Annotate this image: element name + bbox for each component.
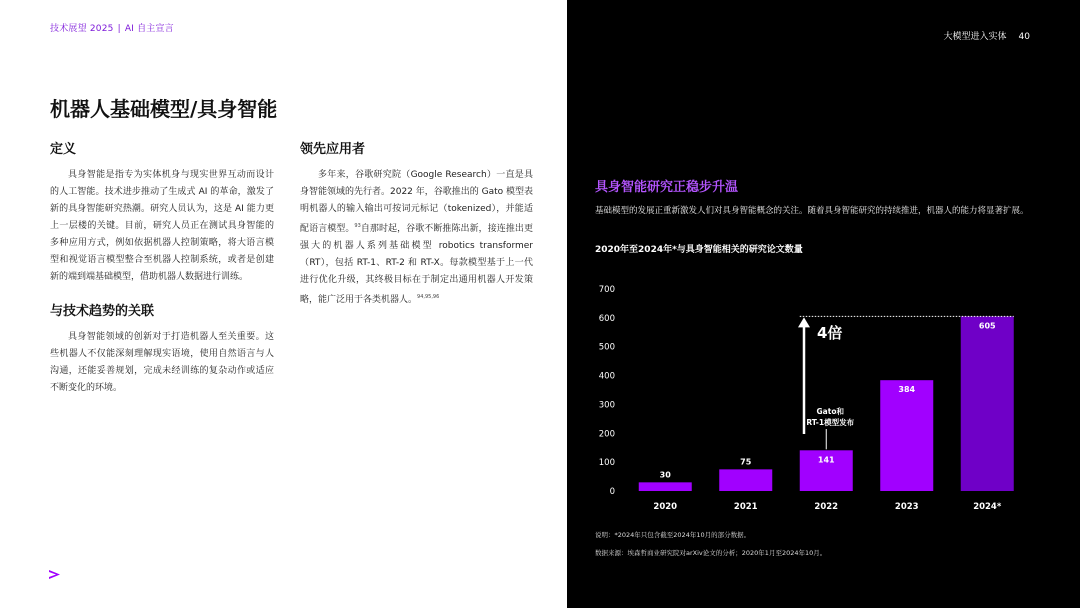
y-tick-label: 600 xyxy=(598,313,615,324)
bar-value-label: 75 xyxy=(740,457,752,467)
running-header xyxy=(50,21,174,34)
bar xyxy=(719,469,772,491)
right-page xyxy=(567,0,1080,608)
x-tick-label: 2021 xyxy=(733,502,758,512)
left-column xyxy=(50,138,274,397)
bar-value-label: 141 xyxy=(817,455,835,465)
leading-text-b: 自那时起，谷歌不断推陈出新，接连推出更强大的机器人系列基础模型 robotics transformer（RT），包括 RT-1、RT-2 和 RT-X。每款模型基于上一代进行优化升级，其终极目标在于制定出通用机器人开发策略，能广泛用于各类机器人。 xyxy=(300,224,533,305)
y-tick-label: 200 xyxy=(598,429,615,440)
research-papers-bar-chart xyxy=(567,270,1080,520)
x-tick-label: 2023 xyxy=(894,502,919,512)
growth-arrow-head-icon xyxy=(798,317,810,327)
y-tick-label: 100 xyxy=(598,458,615,469)
chart-title: 2020年至2024年*与具身智能相关的研究论文数量 xyxy=(595,245,803,255)
x-tick-label: 2020 xyxy=(653,502,678,512)
bar-value-label: 384 xyxy=(898,385,916,395)
right-column xyxy=(300,138,533,309)
panel-title: 具身智能研究正稳步升温 xyxy=(595,180,739,195)
panel-description: 基础模型的发展正重新激发人们对具身智能概念的关注。随着具身智能研究的持续推进，机器人的能力将显著扩展。 xyxy=(595,206,1029,216)
trend-heading: 与技术趋势的关联 xyxy=(50,304,155,319)
bar-value-label: 30 xyxy=(659,470,671,480)
bar-value-label: 605 xyxy=(978,321,996,331)
chart-source: 数据来源：埃森哲商业研究院对arXiv论文的分析；2020年1月至2024年10月。 xyxy=(595,549,827,557)
page-title: 机器人基础模型/具身智能 xyxy=(50,97,278,121)
bar xyxy=(961,316,1014,491)
definition-paragraph: 具身智能是指专为实体机身与现实世界互动而设计的人工智能。技术进步推动了生成式 AI 的革命，激发了新的具身智能研究热潮。研究人员认为，这是 AI 能力更上一层楼的关键。目前，研究人员正在测试具身智能的多种应用方式，例如依据机器人控制策略，将大语言模型和视觉语言模型整合至机器人控制系统，或者是创建新的端到端基础模型，借助机器人数据进行训练。 xyxy=(50,170,274,282)
y-tick-label: 400 xyxy=(598,371,615,382)
y-tick-label: 500 xyxy=(598,342,615,353)
definition-heading: 定义 xyxy=(50,142,77,157)
leading-text-a: 多年来，谷歌研究院（Google Research）一直是具身智能领域的先行者。2022 年，谷歌推出的 Gato 模型表明机器人的输入输出可按词元标记（tokenized），并能适配语言模型。 xyxy=(300,170,534,234)
y-tick-label: 300 xyxy=(598,400,615,411)
bar xyxy=(880,380,933,491)
trend-paragraph: 具身智能领域的创新对于打造机器人至关重要。这些机器人不仅能深刻理解现实语境，使用自然语言与人沟通，还能妥善规划，完成未经训练的复杂动作或适应不断变化的环境。 xyxy=(50,332,274,393)
publication-title: 技术展望 2025 xyxy=(50,24,114,34)
gato-annotation-line2: RT-1模型发布 xyxy=(806,418,855,427)
chapter-title: 大模型进入实体 xyxy=(943,32,1007,42)
bar xyxy=(639,482,692,491)
gato-annotation-line1: Gato和 xyxy=(816,407,844,416)
header-separator: | xyxy=(117,24,121,34)
reference-94-96: 94,95,96 xyxy=(417,294,440,300)
y-tick-label: 0 xyxy=(609,487,615,497)
reference-93: 93 xyxy=(354,223,361,229)
leading-paragraph xyxy=(300,167,533,309)
x-tick-label: 2022 xyxy=(814,502,839,512)
section-name: AI 自主宣言 xyxy=(124,24,174,34)
right-header xyxy=(944,29,1030,42)
x-tick-label: 2024* xyxy=(973,502,1002,512)
y-tick-label: 700 xyxy=(598,285,615,295)
accenture-logo-icon xyxy=(47,567,63,583)
growth-label: 4倍 xyxy=(817,324,843,342)
leading-heading: 领先应用者 xyxy=(300,142,366,157)
page-number: 40 xyxy=(1018,32,1030,42)
chart-note: 说明：*2024年只包含截至2024年10月的部分数据。 xyxy=(595,531,751,539)
